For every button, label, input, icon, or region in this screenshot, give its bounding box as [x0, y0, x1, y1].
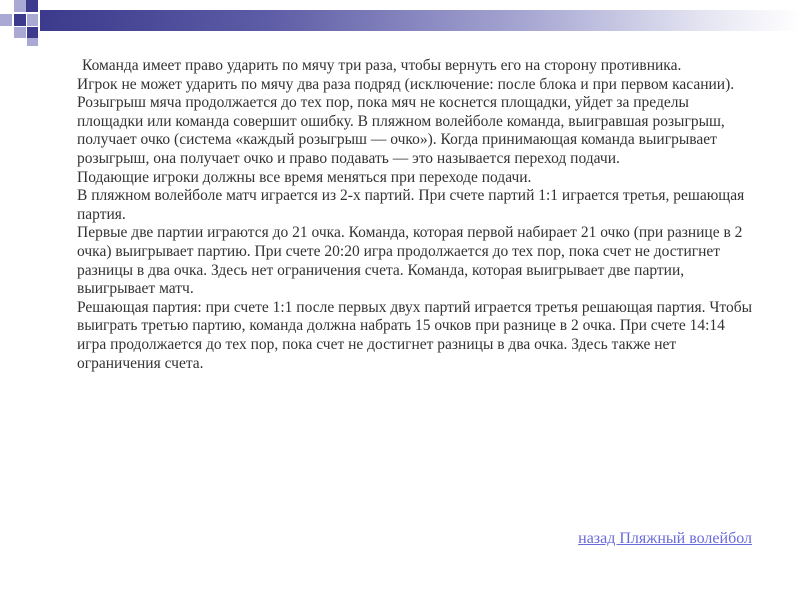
decor-square	[27, 38, 38, 46]
decor-square	[27, 14, 38, 26]
rule-paragraph: Игрок не может ударить по мячу два раза подряд (исключение: после блока и при первом касании).	[77, 75, 735, 93]
decor-square	[14, 0, 26, 12]
decor-square	[0, 14, 12, 26]
rule-paragraph: Первые две партии играются до 21 очка. Команда, которая первой набирает 21 очко (при разнице в 2 очка) выигрывает партию. При счете 20:20 игра продолжается до тех пор, пока счет не достигнет разницы в два очка. Здесь нет ограничения счета. Команда, которая выигрывает две партии, выигрывает матч.	[77, 224, 743, 298]
decor-square	[14, 14, 26, 26]
rule-paragraph: Команда имеет право ударить по мячу три раза, чтобы вернуть его на сторону противника.	[82, 57, 682, 74]
decor-square	[0, 0, 14, 12]
rule-paragraph: В пляжном волейболе матч играется из 2-х партий. При счете партий 1:1 играется третья, решающая партия.	[77, 187, 745, 223]
header-gradient-bar	[40, 10, 800, 31]
decor-square	[27, 27, 38, 38]
back-link-beach-volleyball[interactable]: назад Пляжный волейбол	[578, 530, 752, 547]
slide-header-decoration	[0, 0, 800, 48]
rule-paragraph: Розыгрыш мяча продолжается до тех пор, пока мяч не коснется площадки, уйдет за пределы площадки или команда совершит ошибку. В пляжном волейболе команда, выигравшая розыгрыш, получает очко (система «каждый розыгрыш — очко»). Когда принимающая команда выигрывает розыгрыш, она получает очко и право подавать — это называется переход подачи.	[77, 94, 725, 167]
decor-square	[26, 0, 38, 12]
decor-square	[14, 27, 26, 38]
rule-paragraph: Подающие игроки должны все время меняться при переходе подачи.	[77, 168, 532, 186]
rule-paragraph: Решающая партия: при счете 1:1 после первых двух партий играется третья решающая партия. Чтобы выиграть третью партию, команда должна набрать 15 очков при разнице в 2 очка. При счете 14:14 игра продолжается до тех пор, пока счет не достигнет разницы в два очка. Здесь также нет ограничения счета.	[77, 298, 753, 372]
rules-text	[77, 57, 753, 373]
